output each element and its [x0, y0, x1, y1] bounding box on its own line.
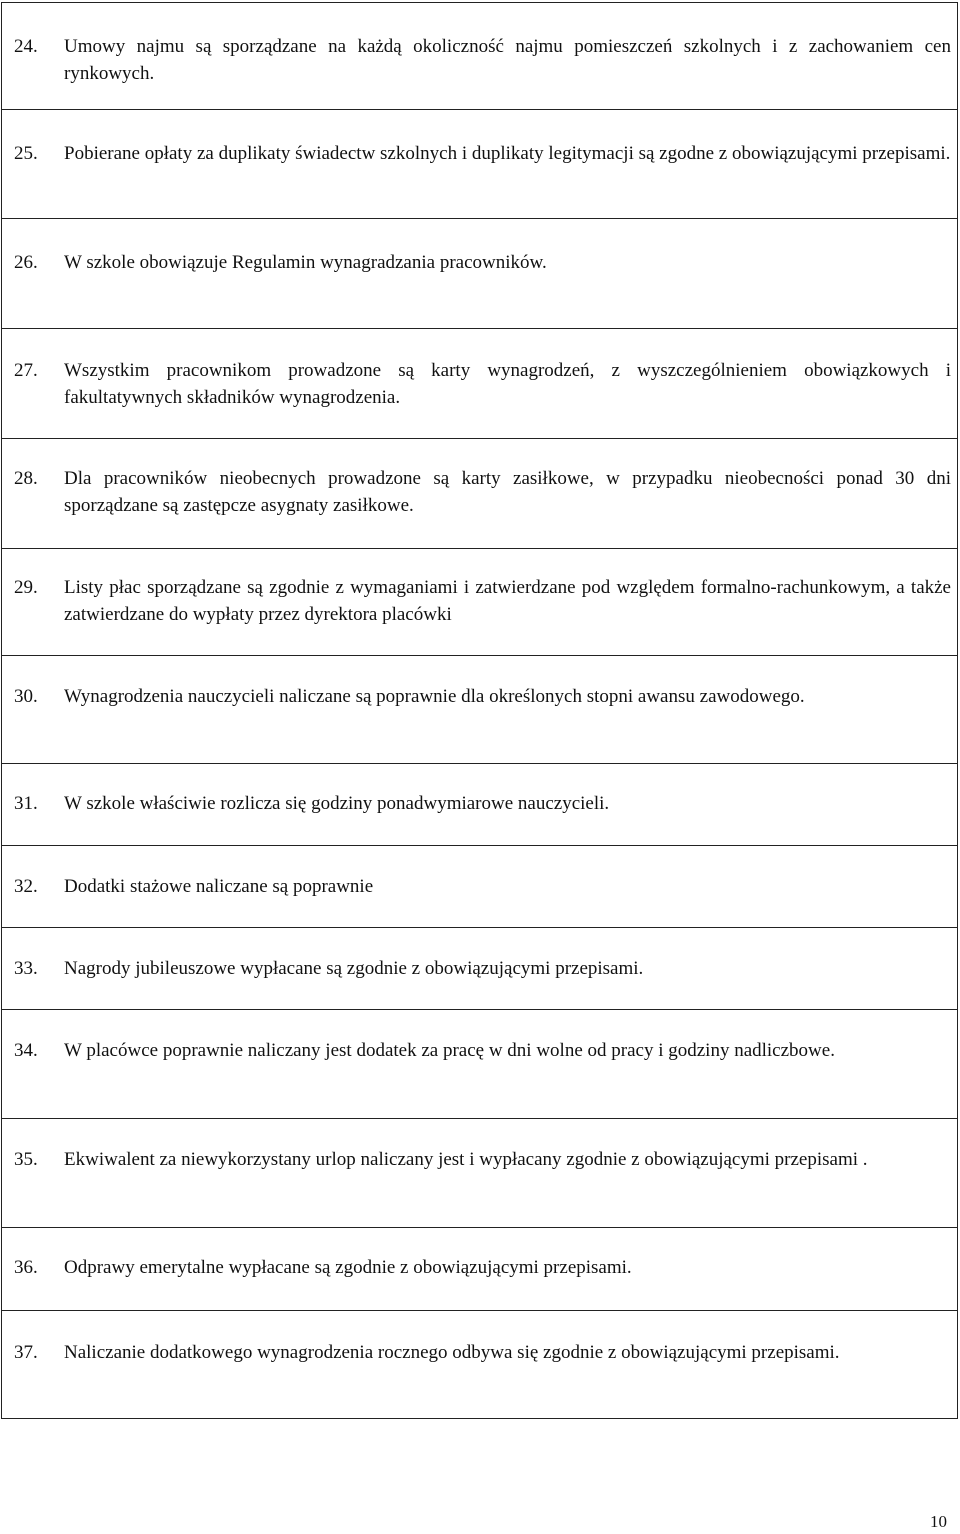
item-number: 35.: [14, 1149, 38, 1170]
item-number: 28.: [14, 468, 38, 489]
checklist-row: [2, 1228, 957, 1311]
checklist-row: [2, 1311, 957, 1419]
page-number: 10: [930, 1512, 947, 1531]
checklist-row: [2, 3, 957, 110]
item-text: Wszystkim pracownikom prowadzone są karty wynagrodzeń, z wyszczególnieniem obowiązkowych i fakultatywnych składników wynagrodzenia.: [64, 360, 951, 408]
checklist-row: [2, 1010, 957, 1119]
item-text: Listy płac sporządzane są zgodnie z wymaganiami i zatwierdzane pod względem formalno-rachunkowym, a także zatwierdzane do wypłaty przez dyrektora placówki: [64, 577, 951, 625]
checklist-row: [2, 439, 957, 549]
checklist-row: [2, 329, 957, 439]
item-text: Naliczanie dodatkowego wynagrodzenia rocznego odbywa się zgodnie z obowiązującymi przepisami.: [64, 1342, 840, 1363]
item-number: 33.: [14, 958, 38, 979]
checklist-row: [2, 846, 957, 928]
item-number: 32.: [14, 876, 38, 897]
item-number: 29.: [14, 577, 38, 598]
item-text: Pobierane opłaty za duplikaty świadectw szkolnych i duplikaty legitymacji są zgodne z obowiązującymi przepisami.: [64, 143, 951, 164]
item-text: W szkole właściwie rozlicza się godziny ponadwymiarowe nauczycieli.: [64, 793, 610, 814]
item-text: Wynagrodzenia nauczycieli naliczane są poprawnie dla określonych stopni awansu zawodowego.: [64, 686, 805, 707]
item-number: 30.: [14, 686, 38, 707]
item-text: W szkole obowiązuje Regulamin wynagradzania pracowników.: [64, 252, 547, 273]
checklist-row: [2, 656, 957, 764]
item-text: Dodatki stażowe naliczane są poprawnie: [64, 876, 374, 897]
checklist-row: [2, 110, 957, 219]
checklist-table: [1, 2, 958, 1419]
item-text: Dla pracowników nieobecnych prowadzone są karty zasiłkowe, w przypadku nieobecności ponad 30 dni sporządzane są zastępcze asygnaty zasiłkowe.: [64, 468, 951, 516]
checklist-row: [2, 219, 957, 329]
checklist-row: [2, 764, 957, 846]
item-number: 36.: [14, 1257, 38, 1278]
item-number: 25.: [14, 143, 38, 164]
checklist-row: [2, 1119, 957, 1228]
item-number: 37.: [14, 1342, 38, 1363]
item-number: 34.: [14, 1040, 38, 1061]
item-text: Nagrody jubileuszowe wypłacane są zgodnie z obowiązującymi przepisami.: [64, 958, 644, 979]
item-number: 24.: [14, 36, 38, 57]
item-text: Odprawy emerytalne wypłacane są zgodnie z obowiązującymi przepisami.: [64, 1257, 632, 1278]
checklist-row: [2, 928, 957, 1010]
item-text: W placówce poprawnie naliczany jest dodatek za pracę w dni wolne od pracy i godziny nadliczbowe.: [64, 1040, 835, 1061]
item-number: 31.: [14, 793, 38, 814]
item-text: Umowy najmu są sporządzane na każdą okoliczność najmu pomieszczeń szkolnych i z zachowaniem cen rynkowych.: [64, 36, 951, 84]
checklist-row: [2, 549, 957, 656]
item-number: 27.: [14, 360, 38, 381]
item-text: Ekwiwalent za niewykorzystany urlop naliczany jest i wypłacany zgodnie z obowiązującymi przepisami .: [64, 1149, 868, 1170]
item-number: 26.: [14, 252, 38, 273]
